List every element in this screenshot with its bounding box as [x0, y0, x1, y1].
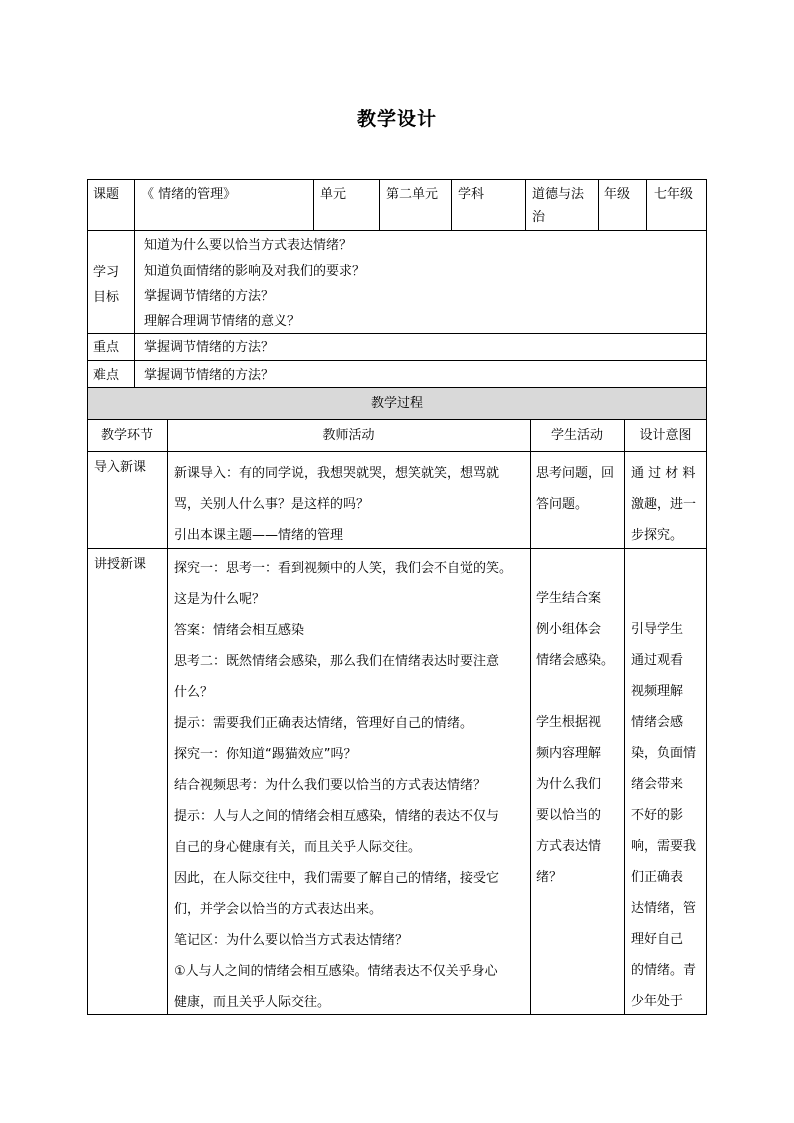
text-line: 答案：情绪会相互感染 [174, 623, 305, 638]
intro-teacher [174, 458, 526, 551]
goal-line: 知道负面情绪的影响及对我们的要求？ [144, 264, 366, 279]
column-header-teacher: 教师活动 [322, 428, 375, 443]
text-line: 情绪会感 [631, 715, 684, 730]
text-line: 自己的身心健康有关，而且关乎人际交往。 [174, 840, 422, 855]
text-line: 少年处于 [631, 994, 684, 1009]
ke-ti-label: 课题 [93, 187, 120, 202]
grade-value: 七年级 [654, 187, 694, 202]
goals-label-1: 学习 [93, 265, 120, 280]
text-line: 方式表达情 [536, 839, 602, 854]
document-title: 教学设计 [356, 108, 437, 130]
text-line: 笔记区：为什么要以恰当方式表达情绪？ [174, 933, 409, 948]
process-header: 教学过程 [370, 396, 423, 411]
text-line: 的情绪。青 [631, 963, 697, 978]
column-header-stage: 教学环节 [100, 428, 153, 443]
unit-label: 单元 [320, 187, 347, 202]
lecture-student-block-2 [536, 707, 622, 893]
text-line: 理好自己 [631, 932, 684, 947]
intro-student [536, 458, 622, 520]
text-line: 这是为什么呢？ [174, 592, 266, 607]
text-line: 通过观看 [631, 653, 684, 668]
text-line: 探究一：你知道“踢猫效应”吗？ [174, 747, 357, 762]
column-header-intent: 设计意图 [639, 428, 692, 443]
text-line: 学生根据视 [536, 715, 602, 730]
lecture-intent [631, 614, 703, 1017]
text-line: 探究一：思考一：看到视频中的人笑，我们会不自觉的笑。 [174, 561, 513, 576]
lecture-teacher [174, 553, 526, 1018]
intro-stage: 导入新课 [94, 460, 147, 475]
text-line: 思考二：既然情绪会感染，那么我们在情绪表达时要注意 [174, 654, 500, 669]
goal-line: 掌握调节情绪的方法？ [144, 289, 275, 304]
text-line: ①人与人之间的情绪会相互感染。情绪表达不仅关乎身心 [174, 964, 498, 979]
text-line: 染，负面情 [631, 746, 697, 761]
text-line: 通 过 材 料 [631, 466, 696, 481]
text-line: 为什么我们 [536, 777, 602, 792]
text-line: 要以恰当的 [536, 808, 602, 823]
text-line: 绪会带来 [631, 777, 684, 792]
text-line: 绪？ [536, 870, 563, 885]
goals-label-2: 目标 [93, 290, 120, 305]
text-line: 们，并学会以恰当的方式表达出来。 [174, 902, 383, 917]
text-line: 情绪会感染。 [536, 653, 615, 668]
text-line: 视频理解 [631, 684, 684, 699]
text-line: 骂，关别人什么事？是这样的吗？ [174, 497, 370, 512]
text-line: 例小组体会 [536, 622, 602, 637]
text-line: 引导学生 [631, 622, 684, 637]
text-line: 频内容理解 [536, 746, 602, 761]
text-line: 不好的影 [631, 808, 684, 823]
text-line: 结合视频思考：为什么我们要以恰当的方式表达情绪？ [174, 778, 487, 793]
text-line: 响，需要我 [631, 839, 697, 854]
text-line: 们正确表 [631, 870, 684, 885]
key-point-value: 掌握调节情绪的方法？ [144, 340, 275, 355]
goal-line: 知道为什么要以恰当方式表达情绪？ [144, 238, 353, 253]
text-line: 因此，在人际交往中，我们需要了解自己的情绪，接受它 [174, 871, 500, 886]
text-line: 达情绪，管 [631, 901, 697, 916]
goal-line: 理解合理调节情绪的意义？ [144, 314, 301, 329]
unit-value: 第二单元 [386, 187, 439, 202]
ke-ti-value: 《 情绪的管理》 [141, 187, 237, 202]
key-point-label: 重点 [93, 340, 120, 355]
subject-label: 学科 [458, 187, 485, 202]
lecture-student-block-1 [536, 583, 622, 676]
text-line: 答问题。 [536, 497, 589, 512]
text-line: 什么？ [174, 685, 214, 700]
difficulty-label: 难点 [93, 368, 120, 383]
difficulty-value: 掌握调节情绪的方法？ [144, 368, 275, 383]
text-line: 提示：需要我们正确表达情绪，管理好自己的情绪。 [174, 716, 474, 731]
column-header-student: 学生活动 [550, 428, 603, 443]
intro-intent [631, 458, 703, 551]
lecture-stage: 讲授新课 [94, 557, 147, 572]
text-line: 提示：人与人之间的情绪会相互感染，情绪的表达不仅与 [174, 809, 500, 824]
subject-value-line-2: 治 [532, 210, 546, 225]
subject-value-line-1: 道德与法 [532, 187, 585, 202]
text-line: 思考问题，回 [536, 466, 615, 481]
text-line: 步探究。 [631, 528, 684, 543]
text-line: 学生结合案 [536, 591, 602, 606]
grade-label: 年级 [604, 187, 631, 202]
text-line: 激趣，进一 [631, 497, 697, 512]
text-line: 健康，而且关乎人际交往。 [174, 995, 331, 1010]
text-line: 新课导入：有的同学说，我想哭就哭，想笑就笑，想骂就 [174, 466, 500, 481]
text-line: 引出本课主题——情绪的管理 [174, 528, 344, 543]
